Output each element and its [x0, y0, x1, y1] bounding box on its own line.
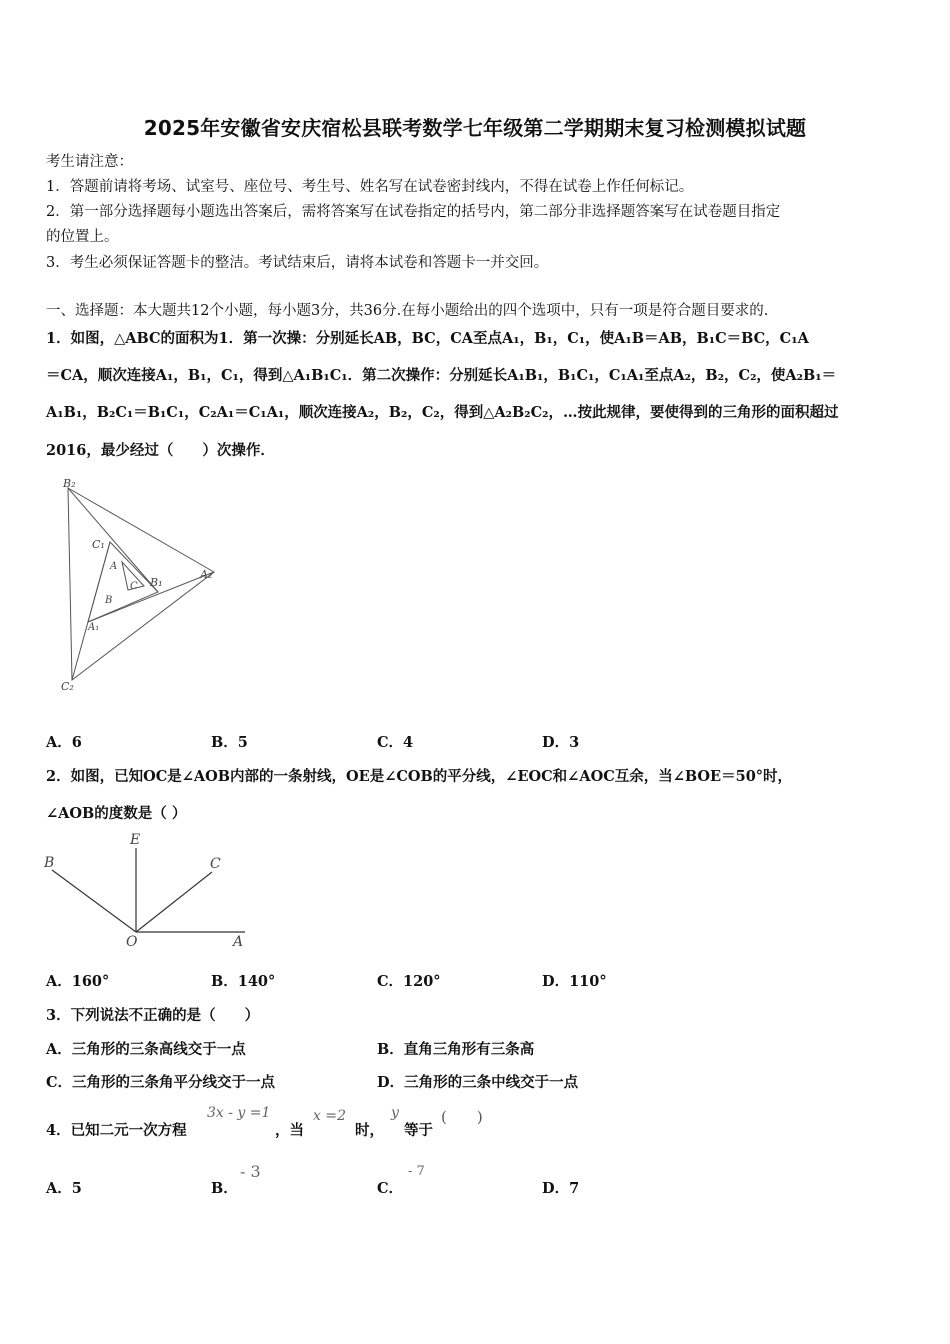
q1-option-b: B．5 [211, 734, 248, 751]
label-b2: B₂ [63, 477, 76, 490]
q3-option-b: B．直角三角形有三条高 [377, 1041, 535, 1058]
q1-stem-line: 1．如图，△ABC的面积为1．第一次操：分别延长AB，BC，CA至点A₁，B₁，C₁，使A₁B＝AB，B₁C＝BC，C₁A [46, 330, 809, 347]
q3-option-c: C．三角形的三条角平分线交于一点 [46, 1074, 276, 1091]
q1-option-c: C．4 [377, 734, 414, 751]
q4-mid2: 时， [355, 1122, 384, 1139]
q4-mid: ，当 [275, 1122, 304, 1139]
q4-option-c-value: - 7 [408, 1164, 425, 1179]
q3-stem: 3．下列说法不正确的是（ ） [46, 1007, 260, 1024]
q1-figure [58, 474, 228, 694]
notice-item: 的位置上。 [46, 229, 119, 245]
notice-item: 1．答题前请将考场、试室号、座位号、考生号、姓名写在试卷密封线内，不得在试卷上作任何标记。 [46, 179, 694, 195]
notice-item: 2．第一部分选择题每小题选出答案后，需将答案写在试卷指定的括号内，第二部分非选择题答案写在试卷题目指定 [46, 204, 781, 220]
q2-option-a: A．160° [46, 973, 110, 990]
q2-figure [40, 828, 255, 953]
page-title: 2025年安徽省安庆宿松县联考数学七年级第二学期期末复习检测模拟试题 [143, 116, 807, 140]
q4-prefix: 4．已知二元一次方程 [46, 1122, 187, 1139]
label-a2: A₂ [200, 568, 213, 581]
ray-ob [52, 870, 136, 932]
label-c2: C₂ [61, 680, 74, 693]
label-c: C [130, 581, 138, 592]
label-b: B [44, 855, 55, 871]
q2-stem-line: ∠AOB的度数是（ ） [46, 805, 187, 822]
q1-stem-line: A₁B₁，B₂C₁＝B₁C₁，C₂A₁＝C₁A₁，顺次连接A₂，B₂，C₂，得到△A₂B₂C₂，…按此规律，要使得到的三角形的面积超过 [46, 404, 839, 421]
q2-option-b: B．140° [211, 973, 276, 990]
triangle-a2b2c2 [68, 488, 214, 680]
notice-item: 3．考生必须保证答题卡的整洁。考试结束后，请将本试卷和答题卡一并交回。 [46, 255, 549, 271]
q2-option-c: C．120° [377, 973, 441, 990]
q2-option-d: D．110° [542, 973, 607, 990]
label-c: C [210, 856, 221, 872]
label-a: A [110, 561, 118, 572]
label-a: A [233, 934, 244, 950]
label-e: E [130, 832, 141, 848]
q2-stem-line: 2．如图，已知OC是∠AOB内部的一条射线，OE是∠COB的平分线，∠EOC和∠AOC互余，当∠BOE＝50°时， [46, 768, 793, 785]
section-heading: 一、选择题：本大题共12个小题，每小题3分，共36分.在每小题给出的四个选项中，只有一项是符合题目要求的. [46, 303, 769, 319]
label-b1: B₁ [150, 576, 163, 589]
q1-stem-line: 2016，最少经过（ ）次操作． [46, 442, 275, 459]
q4-option-b-value: - 3 [240, 1162, 261, 1181]
q4-condition: x =2 [313, 1108, 346, 1124]
label-b: B [105, 595, 113, 606]
q4-option-c-label: C． [377, 1180, 404, 1197]
q4-var: y [391, 1105, 399, 1121]
q1-stem-line: ＝CA，顺次连接A₁，B₁，C₁，得到△A₁B₁C₁．第二次操作：分别延长A₁B₁，B₁C₁，C₁A₁至点A₂，B₂，C₂，使A₂B₁＝ [46, 367, 837, 384]
q4-suffix: 等于 [404, 1122, 433, 1139]
q4-option-d: D．7 [542, 1180, 580, 1197]
q4-paren: ( ) [441, 1108, 483, 1126]
q4-equation: 3x - y =1 [207, 1105, 271, 1121]
notice-heading: 考生请注意： [46, 154, 133, 170]
q1-option-a: A．6 [46, 734, 82, 751]
label-a1: A₁ [88, 622, 100, 633]
q3-option-a: A．三角形的三条高线交于一点 [46, 1041, 246, 1058]
label-c1: C₁ [92, 538, 105, 551]
q1-option-d: D．3 [542, 734, 580, 751]
q4-option-a: A．5 [46, 1180, 82, 1197]
q3-option-d: D．三角形的三条中线交于一点 [377, 1074, 579, 1091]
ray-oc [136, 872, 212, 932]
q4-option-b-label: B． [211, 1180, 238, 1197]
label-o: O [126, 934, 138, 950]
